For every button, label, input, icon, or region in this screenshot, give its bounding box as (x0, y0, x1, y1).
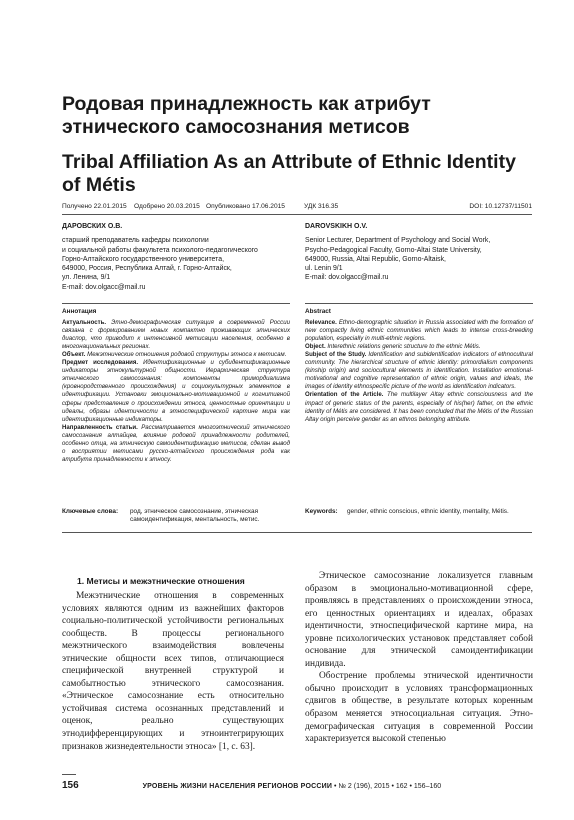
abstract-ru-item (62, 351, 290, 359)
section-heading: 1. Метисы и межэтнические отношения (77, 576, 245, 586)
abstract-text: Identification and subidentification indicators of ethnocultural community. The hierarchical structure of ethnic identity: primordialism components (kinship origin) and sociocultural elements in identification. Installation emotional-motivational and cognitive representation of ethnic origin, values and ideals, the images of identity ethnospecific picture of the world as identification indicators. (305, 351, 533, 391)
issue-info: • № 2 (196), 2015 • 162 • 156–160 (334, 783, 442, 790)
author-ru-line: ул. Ленина, 9/1 (62, 274, 111, 282)
keywords-en-text: gender, ethnic conscious, ethnic identity, mentality, Métis. (347, 508, 509, 515)
page-number: 156 (62, 780, 79, 791)
abstract-ru-item (62, 319, 290, 351)
abstract-en-heading: Abstract (305, 308, 331, 315)
author-en-block (305, 222, 533, 283)
author-en-line: Senior Lecturer, Department of Psychology and Social Work, (305, 237, 491, 245)
body-left-column (62, 590, 284, 753)
published-date: Опубликовано 17.06.2015 (206, 203, 285, 210)
keywords-en (305, 508, 533, 516)
author-ru-name: ДАРОВСКИХ О.В. (62, 223, 123, 230)
abstract-label: Актуальность. (62, 319, 107, 327)
author-en-line: Psycho-Pedagogical Faculty, Gorno-Altai State University, (305, 246, 482, 254)
abstract-label: Relevance. (305, 319, 337, 327)
abstract-label: Object. (305, 343, 326, 351)
title-english: Tribal Affiliation As an Attribute of Ethnic Identity of Métis (62, 151, 516, 196)
author-ru-line: старший преподаватель кафедры психологии (62, 237, 209, 245)
abstract-ru (62, 308, 290, 464)
abstract-ru-item (62, 359, 290, 423)
abstract-label: Subject of the Study. (305, 351, 367, 359)
abstract-ru-heading: Аннотация (62, 308, 97, 315)
udk-code: УДК 316.35 (304, 203, 339, 210)
journal-name: УРОВЕНЬ ЖИЗНИ НАСЕЛЕНИЯ РЕГИОНОВ РОССИИ (142, 783, 333, 790)
abstract-text: Interethnic relations generic structure to the ethnic Métis. (327, 343, 481, 351)
abstract-label: Orientation of the Article. (305, 391, 384, 399)
author-en-line: 649000, Russia, Altai Republic, Gorno-Altaisk, (305, 255, 446, 263)
author-en-name: DAROVSKIKH O.V. (305, 223, 368, 230)
title-russian: Родовая принадлежность как атрибут этнического самосознания метисов (62, 93, 431, 138)
author-ru-email: E-mail: dov.olgacc@mail.ru (62, 283, 146, 291)
abstract-text: Этно-демографическая ситуация в современной России связана с формированием новых компактно проживающих этнических диаспор, что приводит к интенсивной метисации населения, особенно в многонациональных регионах. (62, 319, 290, 351)
paragraph: Этническое самосознание локализуется главным образом в эмоционально-мотивационной сфере, проявляясь в представлениях о происхождении этноса, его ценностных ориентациях и идеалах, образах идентичности, этноспецифической картине мира, на уровне психологических установок представляет собой основание для этнической самоидентификации индивида. (305, 571, 533, 669)
approved-date: Одобрено 20.03.2015 (134, 203, 200, 210)
abstract-text: Рассматривается многоэтнический этнического самосознания алтайцев, влияние родовой принадлежности родителей, особенно отца, на этническую самоидентификацию метисов, сделан вывод о восприятии метисами русско-алтайского происхождения рода как атрибута принадлежности к этносу. (62, 423, 290, 463)
divider (62, 214, 532, 215)
abstract-label: Объект. (62, 351, 86, 359)
author-ru-line: Горно-Алтайского государственного университета, (62, 255, 224, 263)
keywords-ru-label: Ключевые слова: (62, 508, 119, 515)
abstract-en-item (305, 351, 533, 391)
author-en-email: E-mail: dov.olgacc@mail.ru (305, 274, 389, 282)
keywords-ru (62, 508, 290, 525)
footer (62, 780, 532, 791)
doi: DOI: 10.12737/11501 (469, 203, 532, 210)
abstract-text: The multilayer Altay ethnic consciousness and the impact of generic status of the parents, especially of his(her) father, on the ethnic identity of Métis are considered. It has been concluded that the Métis of the Russian Altay origin perceive gender as an ethnos belonging attribute. (305, 391, 533, 423)
abstract-en-item (305, 391, 533, 423)
abstract-text: Идентификационные и субидентификационные индикаторы этнокультурной общности. Иерархическая структура этнического самосознания: компоненты примордиализма (кровнородственного происхождения) и социокультурных элементов в идентификации. Установки эмоционально-мотивационной и когнитивной сферы представления о происхождении этноса, ценностные ориентации и идеалы, образы идентичности в этноспецифической картине мира как идентификационные индикаторы. (62, 359, 290, 423)
author-ru-block (62, 222, 297, 292)
author-ru-line: и социальной работы факультета психолого-педагогического (62, 246, 258, 254)
abstract-text: Ethno-demographic situation in Russia associated with the formation of new compactly living ethnic communities which leads to intense cross-breeding population, especially in multi-ethnic regions. (305, 319, 533, 343)
abstract-ru-item (62, 424, 290, 464)
abstract-en-item (305, 343, 533, 351)
abstract-text: Межэтнические отношения родовой структуры этноса к метисам. (87, 351, 287, 359)
keywords-ru-text: род, этническое самосознание, этническая самоидентификация, ментальность, метис. (130, 508, 260, 524)
abstract-label: Предмет исследования. (62, 359, 139, 367)
keywords-en-label: Keywords: (305, 508, 338, 515)
author-en-line: ul. Lenin 9/1 (305, 265, 343, 273)
author-ru-line: 649000, Россия, Республика Алтай, г. Горно-Алтайск, (62, 265, 232, 273)
divider (62, 774, 76, 775)
divider (62, 532, 532, 533)
abstract-en-item (305, 319, 533, 343)
paragraph: Обострение проблемы этнической идентичности обычно происходит в условиях трансформационных сдвигов в обществе, в результате которых коренным образом меняется этносоциальная ситуация. Этно-демографическая ситуация в современной России характеризуется высокой степенью (305, 671, 533, 745)
divider (305, 303, 533, 304)
received-date: Получено 22.01.2015 (62, 203, 127, 210)
abstract-en (305, 308, 533, 424)
body-right-column (305, 570, 533, 746)
abstract-label: Направленность статьи. (62, 423, 138, 431)
paragraph: Межэтнические отношения в современных условиях являются одним из важнейших факторов социально-политической устойчивости региональных сообществ. В процессы регионального межэтнического взаимодействия вовлечены этнические общности всех типов, отличающиеся специфической внутренней структурой и самобытностью этнического самосознания. «Этническое самосознание есть относительно устойчивая система осознанных представлений и оценок, реально существующих этнодифференцирующих и этноинтегрирующих признаков жизнедеятельности этноса» [1, с. 63]. (62, 591, 284, 752)
divider (62, 303, 290, 304)
